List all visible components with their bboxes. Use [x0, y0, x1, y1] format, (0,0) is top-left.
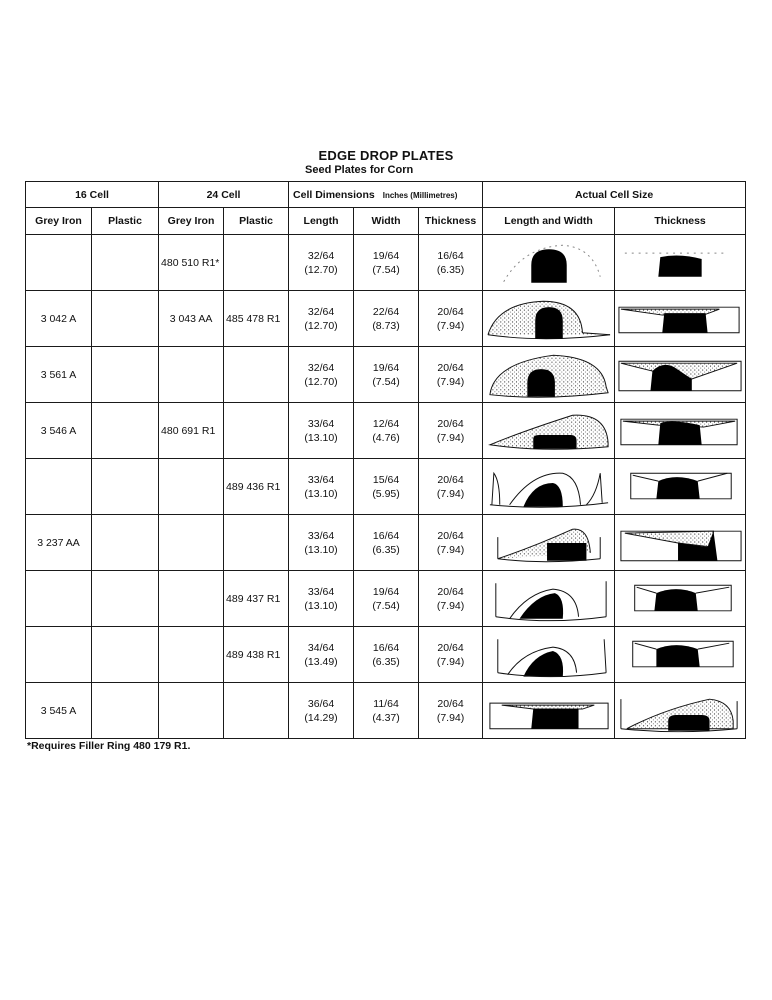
- table-row: [26, 403, 746, 459]
- plastic-16-cell: [92, 515, 159, 571]
- seed-cell-top-view-icon: [484, 517, 614, 569]
- length-mm: (13.10): [304, 431, 338, 444]
- plastic-16-cell: [92, 571, 159, 627]
- length-in: 34/64: [307, 641, 335, 654]
- group-header-row: [26, 182, 746, 208]
- width-mm: (6.35): [372, 655, 400, 668]
- width-cell: [354, 515, 419, 571]
- col-length: Length: [289, 208, 354, 235]
- width-cell: [354, 235, 419, 291]
- width-cell: [354, 627, 419, 683]
- grey-iron-24-cell: 480 510 R1*: [159, 235, 224, 291]
- width-mm: (6.35): [372, 543, 400, 556]
- column-header-row: [26, 208, 746, 235]
- width-mm: (4.76): [372, 431, 400, 444]
- table-row: [26, 515, 746, 571]
- seed-cell-side-section-icon: [615, 405, 745, 457]
- length-in: 33/64: [307, 585, 335, 598]
- plastic-16-cell: [92, 347, 159, 403]
- seed-cell-side-section-icon: [615, 685, 745, 737]
- length-in: 32/64: [307, 249, 335, 262]
- plastic-24-cell: [224, 347, 289, 403]
- thickness-mm: (7.94): [436, 431, 465, 444]
- plastic-16-cell: [92, 235, 159, 291]
- thickness-drawing-cell: [615, 515, 746, 571]
- thickness-drawing-cell: [615, 347, 746, 403]
- plastic-24-cell: [224, 683, 289, 739]
- width-in: 15/64: [372, 473, 400, 486]
- width-cell: [354, 403, 419, 459]
- thickness-drawing-cell: [615, 683, 746, 739]
- thickness-mm: (7.94): [436, 375, 465, 388]
- width-cell: [354, 571, 419, 627]
- thickness-cell: [419, 459, 483, 515]
- seed-cell-top-view-icon: [484, 237, 614, 289]
- width-mm: (4.37): [372, 711, 400, 724]
- plastic-24-cell: 485 478 R1: [224, 291, 289, 347]
- thickness-mm: (7.94): [436, 319, 465, 332]
- width-in: 16/64: [372, 529, 400, 542]
- col-length-and-width: Length and Width: [483, 208, 615, 235]
- edge-drop-plates-table: [25, 181, 746, 739]
- seed-cell-top-view-icon: [484, 349, 614, 401]
- width-in: 19/64: [372, 585, 400, 598]
- thickness-cell: [419, 515, 483, 571]
- col-plastic-24: Plastic: [224, 208, 289, 235]
- length-width-drawing-cell: [483, 515, 615, 571]
- thickness-drawing-cell: [615, 627, 746, 683]
- thickness-cell: [419, 627, 483, 683]
- length-cell: [289, 291, 354, 347]
- plastic-24-cell: [224, 515, 289, 571]
- length-mm: (13.10): [304, 543, 338, 556]
- length-mm: (13.49): [304, 655, 338, 668]
- length-in: 33/64: [307, 473, 335, 486]
- table-row: [26, 683, 746, 739]
- grey-iron-16-cell: [26, 571, 92, 627]
- col-width: Width: [354, 208, 419, 235]
- plastic-24-cell: 489 437 R1: [224, 571, 289, 627]
- grey-iron-24-cell: [159, 515, 224, 571]
- thickness-in: 20/64: [437, 361, 464, 374]
- thickness-cell: [419, 347, 483, 403]
- plastic-24-cell: 489 438 R1: [224, 627, 289, 683]
- length-mm: (12.70): [304, 319, 338, 332]
- plastic-16-cell: [92, 403, 159, 459]
- plastic-16-cell: [92, 459, 159, 515]
- grey-iron-16-cell: [26, 627, 92, 683]
- thickness-mm: (7.94): [436, 655, 465, 668]
- thickness-mm: (7.94): [436, 599, 465, 612]
- thickness-mm: (7.94): [436, 543, 465, 556]
- table-row: [26, 459, 746, 515]
- thickness-in: 20/64: [437, 585, 464, 598]
- length-mm: (13.10): [304, 487, 338, 500]
- plastic-24-cell: [224, 403, 289, 459]
- thickness-drawing-cell: [615, 235, 746, 291]
- length-mm: (14.29): [304, 711, 338, 724]
- page-subtitle: Seed Plates for Corn: [305, 164, 414, 176]
- width-cell: [354, 347, 419, 403]
- length-width-drawing-cell: [483, 347, 615, 403]
- grey-iron-16-cell: 3 561 A: [26, 347, 92, 403]
- length-in: 33/64: [307, 529, 335, 542]
- length-mm: (12.70): [304, 375, 338, 388]
- thickness-cell: [419, 571, 483, 627]
- plastic-16-cell: [92, 683, 159, 739]
- length-width-drawing-cell: [483, 403, 615, 459]
- length-cell: [289, 571, 354, 627]
- width-in: 22/64: [372, 305, 400, 318]
- header-cell-dimensions: [289, 182, 483, 208]
- width-mm: (7.54): [372, 599, 400, 612]
- grey-iron-16-cell: [26, 235, 92, 291]
- width-in: 12/64: [372, 417, 400, 430]
- seed-cell-side-section-icon: [615, 573, 745, 625]
- length-cell: [289, 403, 354, 459]
- col-grey-iron-16: Grey Iron: [26, 208, 92, 235]
- length-in: 32/64: [307, 361, 335, 374]
- seed-cell-top-view-icon: [484, 293, 614, 345]
- thickness-cell: [419, 235, 483, 291]
- thickness-in: 20/64: [437, 697, 464, 710]
- width-cell: [354, 291, 419, 347]
- width-mm: (5.95): [372, 487, 400, 500]
- width-cell: [354, 683, 419, 739]
- length-width-drawing-cell: [483, 291, 615, 347]
- width-mm: (7.54): [372, 263, 400, 276]
- length-in: 33/64: [307, 417, 335, 430]
- thickness-in: 20/64: [437, 473, 464, 486]
- col-grey-iron-24: Grey Iron: [159, 208, 224, 235]
- grey-iron-24-cell: [159, 627, 224, 683]
- cell-dimensions-label: Cell Dimensions: [293, 188, 375, 201]
- length-width-drawing-cell: [483, 683, 615, 739]
- length-cell: [289, 347, 354, 403]
- length-cell: [289, 235, 354, 291]
- plastic-16-cell: [92, 291, 159, 347]
- seed-cell-side-section-icon: [615, 517, 745, 569]
- plastic-16-cell: [92, 627, 159, 683]
- width-cell: [354, 459, 419, 515]
- page-title: EDGE DROP PLATES: [318, 148, 454, 163]
- length-cell: [289, 627, 354, 683]
- footnote: *Requires Filler Ring 480 179 R1.: [27, 740, 191, 752]
- seed-cell-top-view-icon: [484, 573, 614, 625]
- thickness-mm: (7.94): [436, 487, 465, 500]
- thickness-in: 20/64: [437, 417, 464, 430]
- grey-iron-24-cell: 3 043 AA: [159, 291, 224, 347]
- table-row: [26, 235, 746, 291]
- thickness-in: 20/64: [437, 529, 464, 542]
- table-row: [26, 291, 746, 347]
- header-actual-cell-size: Actual Cell Size: [483, 182, 746, 208]
- thickness-drawing-cell: [615, 571, 746, 627]
- width-mm: (7.54): [372, 375, 400, 388]
- thickness-in: 20/64: [437, 305, 464, 318]
- grey-iron-24-cell: [159, 347, 224, 403]
- grey-iron-16-cell: 3 546 A: [26, 403, 92, 459]
- grey-iron-16-cell: 3 042 A: [26, 291, 92, 347]
- thickness-cell: [419, 403, 483, 459]
- width-in: 19/64: [372, 249, 400, 262]
- length-cell: [289, 459, 354, 515]
- plastic-24-cell: 489 436 R1: [224, 459, 289, 515]
- length-mm: (13.10): [304, 599, 338, 612]
- length-width-drawing-cell: [483, 571, 615, 627]
- thickness-drawing-cell: [615, 403, 746, 459]
- seed-cell-side-section-icon: [615, 237, 745, 289]
- grey-iron-24-cell: [159, 571, 224, 627]
- width-in: 19/64: [372, 361, 400, 374]
- width-in: 11/64: [373, 697, 399, 710]
- seed-cell-side-section-icon: [615, 629, 745, 681]
- plastic-24-cell: [224, 235, 289, 291]
- grey-iron-24-cell: [159, 459, 224, 515]
- grey-iron-24-cell: [159, 683, 224, 739]
- table-row: [26, 571, 746, 627]
- thickness-mm: (7.94): [436, 711, 465, 724]
- grey-iron-16-cell: 3 237 AA: [26, 515, 92, 571]
- seed-cell-top-view-icon: [484, 405, 614, 457]
- units-label: Inches (Millimetres): [382, 190, 458, 200]
- thickness-cell: [419, 291, 483, 347]
- length-in: 36/64: [307, 697, 335, 710]
- header-16-cell: 16 Cell: [26, 182, 159, 208]
- thickness-drawing-cell: [615, 291, 746, 347]
- thickness-drawing-cell: [615, 459, 746, 515]
- length-in: 32/64: [307, 305, 335, 318]
- thickness-cell: [419, 683, 483, 739]
- seed-cell-top-view-icon: [484, 629, 614, 681]
- length-cell: [289, 683, 354, 739]
- length-width-drawing-cell: [483, 627, 615, 683]
- col-thickness: Thickness: [419, 208, 483, 235]
- thickness-mm: (6.35): [436, 263, 465, 276]
- seed-cell-side-section-icon: [615, 461, 745, 513]
- width-mm: (8.73): [372, 319, 400, 332]
- grey-iron-16-cell: 3 545 A: [26, 683, 92, 739]
- table-row: [26, 347, 746, 403]
- grey-iron-24-cell: 480 691 R1: [159, 403, 224, 459]
- length-mm: (12.70): [304, 263, 338, 276]
- seed-cell-top-view-icon: [484, 461, 614, 513]
- grey-iron-16-cell: [26, 459, 92, 515]
- table-row: [26, 627, 746, 683]
- seed-cell-side-section-icon: [615, 349, 745, 401]
- seed-cell-top-view-icon: [484, 685, 614, 737]
- length-width-drawing-cell: [483, 235, 615, 291]
- col-plastic-16: Plastic: [92, 208, 159, 235]
- header-24-cell: 24 Cell: [159, 182, 289, 208]
- length-cell: [289, 515, 354, 571]
- width-in: 16/64: [372, 641, 400, 654]
- seed-cell-side-section-icon: [615, 293, 745, 345]
- thickness-in: 16/64: [437, 249, 464, 262]
- thickness-in: 20/64: [437, 641, 464, 654]
- col-actual-thickness: Thickness: [615, 208, 746, 235]
- length-width-drawing-cell: [483, 459, 615, 515]
